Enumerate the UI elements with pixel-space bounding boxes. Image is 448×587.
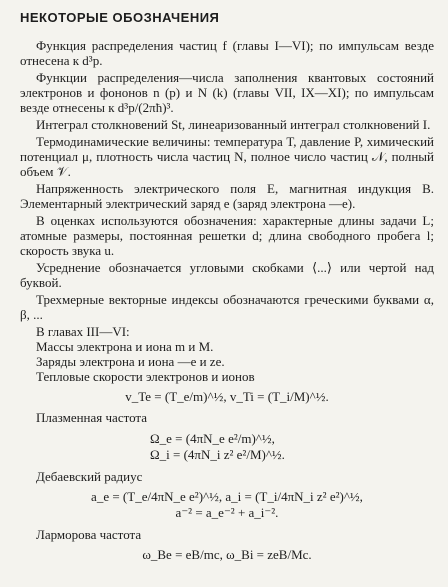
- debye-radius-formulas: [20, 489, 434, 521]
- charges-line: Заряды электрона и иона —e и ze.: [36, 354, 225, 369]
- debye-formula-2: a⁻² = a_e⁻² + a_i⁻².: [175, 505, 279, 520]
- larmor-frequency-formula: ω_Be = eB/mc, ω_Bi = zeB/Mc.: [142, 547, 312, 562]
- masses-line: Массы электрона и иона m и M.: [36, 339, 214, 354]
- plasma-formula-electron: Ω_e = (4πN_e e²/m)^½,: [150, 431, 275, 446]
- paragraph-thermodynamic: Термодинамические величины: температура T, давление P, химический потенциал μ, плотность числа частиц N, полное число частиц 𝒩, полный объем 𝒱.: [20, 134, 434, 179]
- plasma-frequency-formulas: [150, 431, 434, 463]
- paragraph-vector-indices: Трехмерные векторные индексы обозначаются греческими буквами α, β, ...: [20, 292, 434, 322]
- larmor-frequency-label: Ларморова частота: [36, 527, 142, 542]
- page-title: НЕКОТОРЫЕ ОБОЗНАЧЕНИЯ: [20, 10, 220, 25]
- debye-radius-label: Дебаевский радиус: [36, 469, 143, 484]
- thermal-velocity-formula: v_Te = (T_e/m)^½, v_Ti = (T_i/M)^½.: [125, 389, 329, 404]
- paragraph-estimates: В оценках используются обозначения: характерные длины задачи L; атомные размеры, постоянная решетки d; длина свободного пробега l; скорость звука u.: [20, 213, 434, 258]
- paragraph-fields: Напряженность электрического поля E, магнитная индукция B. Элементарный электрический заряд e (заряд электрона —e).: [20, 181, 434, 211]
- plasma-frequency-label: Плазменная частота: [36, 410, 148, 425]
- debye-formula-1: a_e = (T_e/4πN_e e²)^½, a_i = (T_i/4πN_i z² e²)^½,: [91, 489, 363, 504]
- plasma-formula-ion: Ω_i = (4πN_i z² e²/M)^½.: [150, 447, 285, 462]
- paragraph-collision-integral: Интеграл столкновений St, линеаризованный интеграл столкновений I.: [36, 117, 431, 132]
- paragraph-occupation-numbers: Функции распределения—числа заполнения квантовых состояний электронов и фононов n (p) и N (k) (главы VII, IX—XI); по импульсам везде отнесены к d³p/(2πħ)³.: [20, 70, 434, 115]
- thermal-velocities-label: Тепловые скорости электронов и ионов: [36, 369, 255, 384]
- paragraph-averaging: Усреднение обозначается угловыми скобками ⟨...⟩ или чертой над буквой.: [20, 260, 434, 290]
- paragraph-distribution-function: Функция распределения частиц f (главы I—VI); по импульсам везде отнесена к d³p.: [20, 38, 434, 68]
- chapters-heading: В главах III—VI:: [36, 324, 130, 339]
